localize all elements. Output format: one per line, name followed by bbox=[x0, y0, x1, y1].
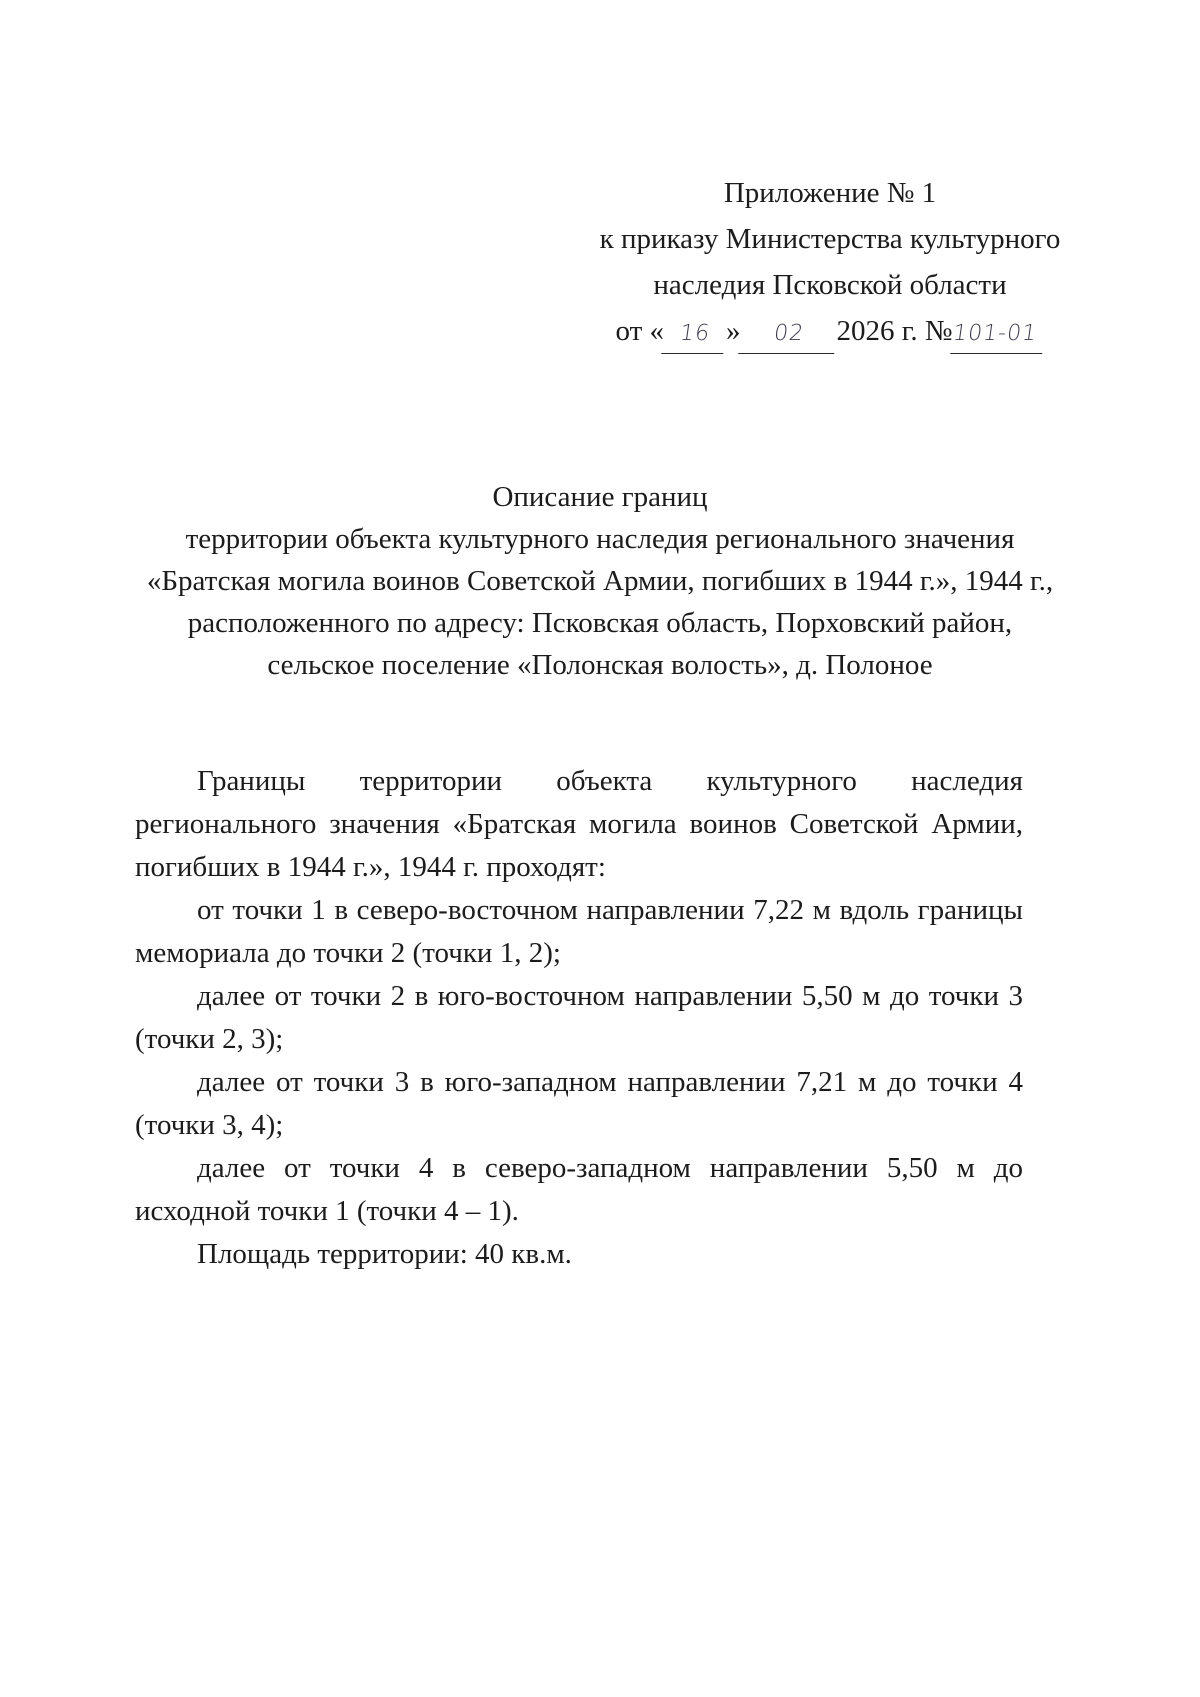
handwritten-order-number: 101-01 bbox=[949, 311, 1047, 357]
title-line-1: Описание границ bbox=[492, 481, 708, 513]
title-line-4: расположенного по адресу: Псковская область, Порховский район, bbox=[187, 607, 1013, 639]
boundary-segment-1: от точки 1 в северо-восточном направлении 7,22 м вдоль границы мемориала до точки 2 (точки 1, 2); bbox=[135, 894, 1023, 969]
document-title bbox=[120, 476, 1080, 686]
date-separator: » bbox=[726, 315, 741, 347]
appendix-number: Приложение № 1 bbox=[723, 177, 937, 209]
boundary-segment-3: далее от точки 3 в юго-западном направлении 7,21 м до точки 4 (точки 3, 4); bbox=[135, 1066, 1023, 1141]
handwritten-month: 02 bbox=[737, 311, 839, 357]
appendix-header bbox=[560, 170, 1100, 357]
territory-area: Площадь территории: 40 кв.м. bbox=[197, 1238, 572, 1270]
document-body bbox=[135, 760, 1023, 1276]
boundary-segment-4: далее от точки 4 в северо-западном направлении 5,50 м до исходной точки 1 (точки 4 – 1). bbox=[135, 1152, 1023, 1227]
appendix-ministry-name: наследия Псковской области bbox=[653, 269, 1007, 301]
appendix-date-line bbox=[560, 308, 1100, 357]
title-line-3: «Братская могила воинов Советской Армии, погибших в 1944 г.», 1944 г., bbox=[146, 565, 1054, 597]
handwritten-day: 16 bbox=[661, 311, 729, 357]
date-year: 2026 г. № bbox=[836, 315, 953, 347]
intro-paragraph: Границы территории объекта культурного наследия регионального значения «Братская могила воинов Советской Армии, погибших в 1944 г.», 1944 г. проходят: bbox=[135, 765, 1023, 883]
boundary-segment-2: далее от точки 2 в юго-восточном направлении 5,50 м до точки 3 (точки 2, 3); bbox=[135, 980, 1023, 1055]
title-line-5: сельское поселение «Полонская волость», д. Полоное bbox=[267, 649, 933, 681]
date-prefix: от « bbox=[615, 315, 664, 347]
appendix-order-reference: к приказу Министерства культурного bbox=[599, 223, 1061, 255]
title-line-2: территории объекта культурного наследия регионального значения bbox=[185, 523, 1015, 555]
